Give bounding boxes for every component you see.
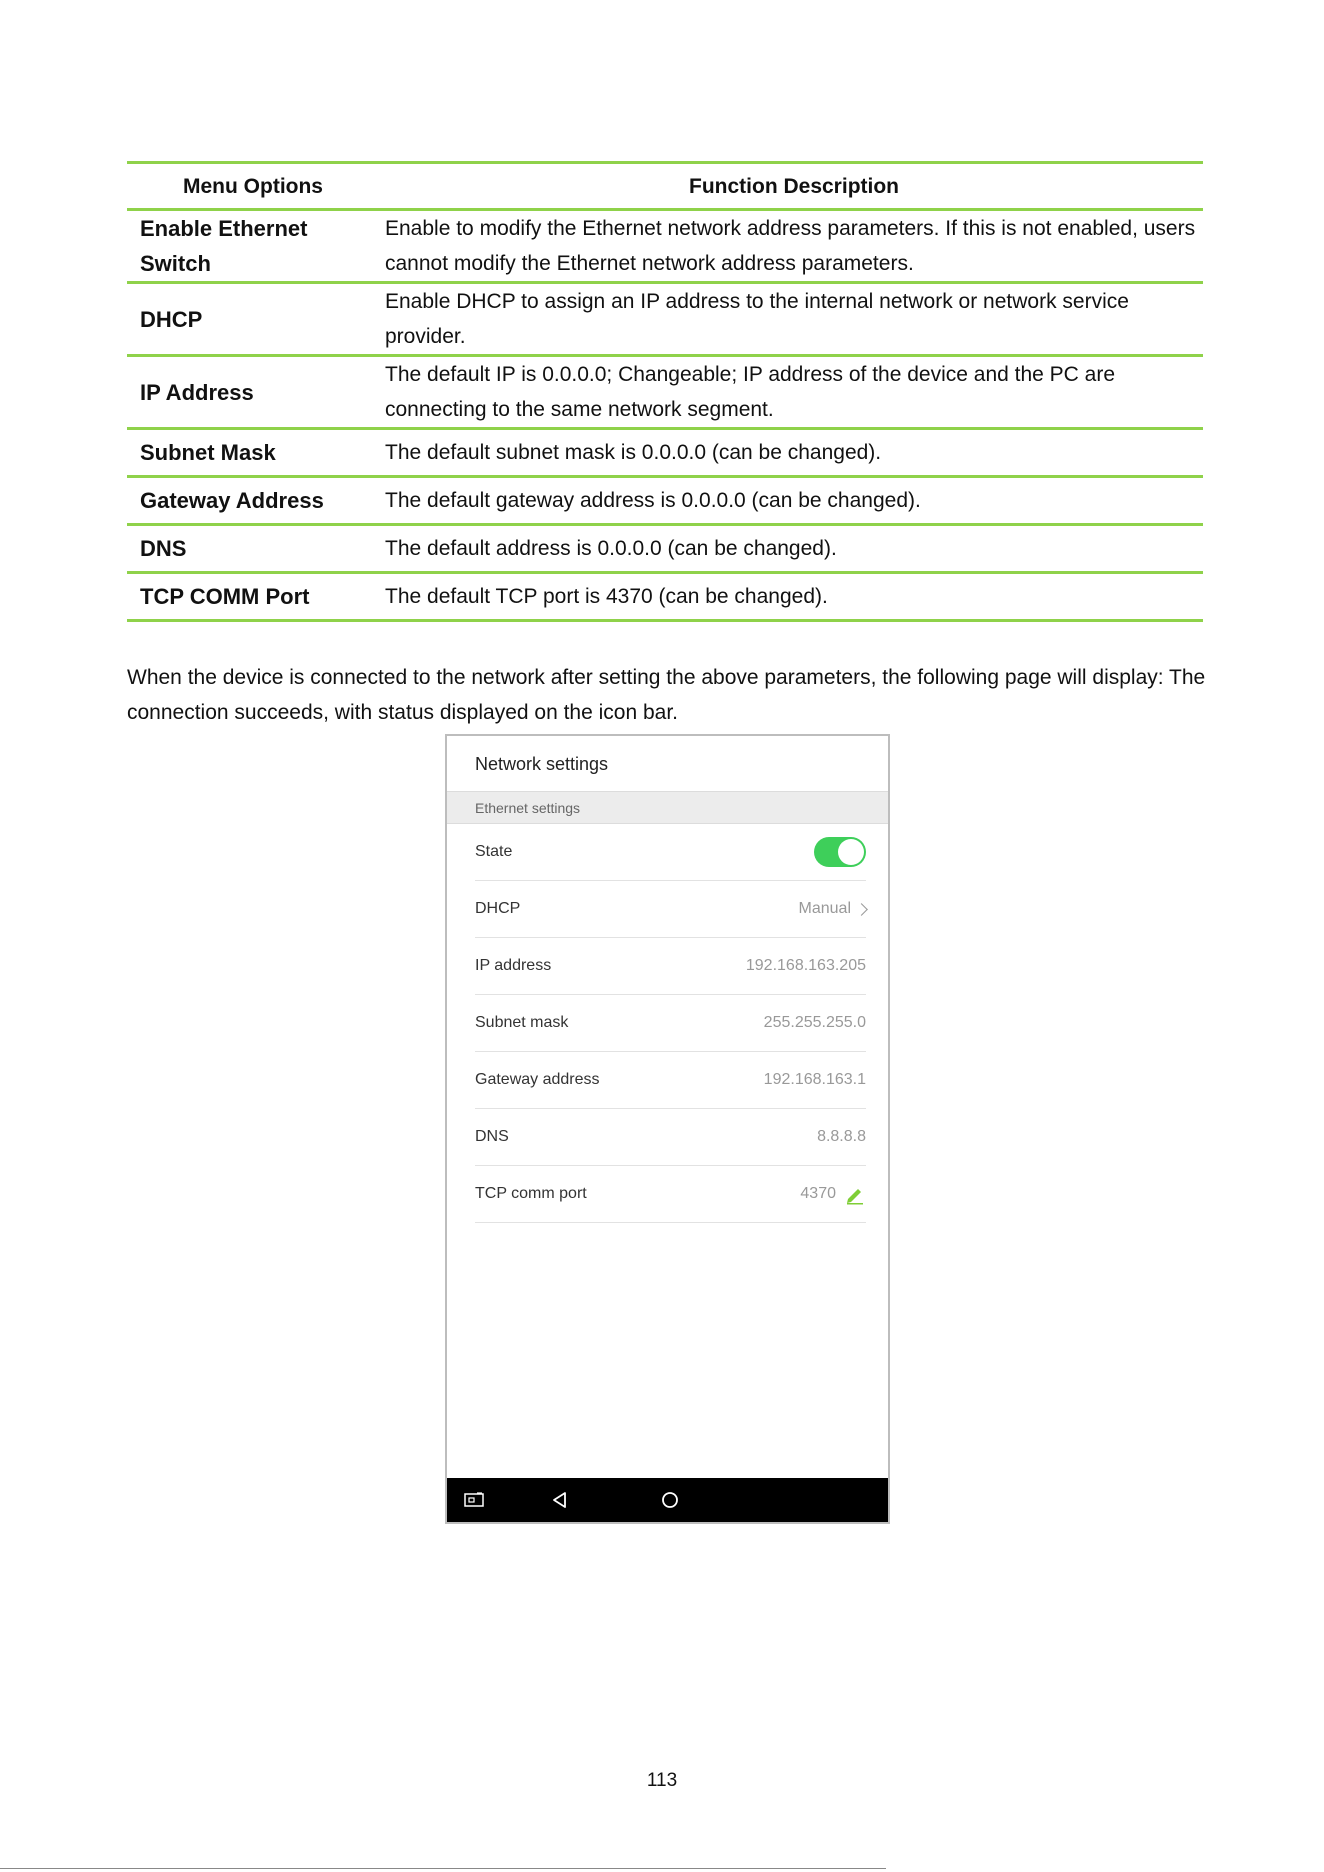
menu-options-table <box>127 161 1203 622</box>
setting-row-ip-address[interactable] <box>475 938 866 995</box>
chevron-right-icon <box>855 903 868 916</box>
screenshot-icon[interactable] <box>463 1490 485 1510</box>
setting-row-subnet-mask[interactable] <box>475 995 866 1052</box>
setting-row-gateway-address[interactable] <box>475 1052 866 1109</box>
table-row <box>127 284 1203 357</box>
setting-row-state[interactable] <box>475 824 866 881</box>
setting-label: IP address <box>475 957 552 974</box>
setting-row-tcp-comm-port[interactable] <box>475 1166 866 1223</box>
table-row <box>127 574 1203 622</box>
network-settings-screenshot <box>445 734 890 1524</box>
setting-value: 192.168.163.205 <box>745 957 866 974</box>
home-icon[interactable] <box>660 1490 680 1510</box>
table-row <box>127 430 1203 478</box>
setting-value: 4370 <box>800 1185 836 1202</box>
table-row <box>127 526 1203 574</box>
setting-value-wrap <box>800 1183 866 1205</box>
setting-label: Gateway address <box>475 1071 600 1088</box>
screen-title: Network settings <box>475 754 609 774</box>
setting-label: Subnet mask <box>475 1014 569 1031</box>
setting-label: State <box>475 843 513 860</box>
setting-value: 255.255.255.0 <box>763 1014 866 1031</box>
toggle-knob <box>838 839 864 865</box>
table-row <box>127 211 1203 284</box>
setting-row-dhcp[interactable] <box>475 881 866 938</box>
function-description: The default IP is 0.0.0.0; Changeable; IP address of the device and the PC are connecting to the same network segment. <box>385 363 1116 421</box>
function-description: Enable DHCP to assign an IP address to the internal network or network service provider. <box>385 290 1129 348</box>
body-paragraph: When the device is connected to the network after setting the above parameters, the following page will display: The connection succeeds, with status displayed on the icon bar. <box>127 666 1206 724</box>
back-icon[interactable] <box>550 1490 570 1510</box>
function-description: The default subnet mask is 0.0.0.0 (can be changed). <box>385 441 882 464</box>
menu-option: DNS <box>140 536 187 561</box>
table-header <box>127 161 1203 211</box>
function-description: The default TCP port is 4370 (can be changed). <box>385 585 828 608</box>
function-description: The default address is 0.0.0.0 (can be changed). <box>385 537 837 560</box>
header-menu-options: Menu Options <box>183 174 323 198</box>
table-row <box>127 357 1203 430</box>
menu-option: Enable Ethernet Switch <box>140 216 308 276</box>
section-header <box>447 791 888 824</box>
state-toggle[interactable] <box>814 837 866 867</box>
section-label: Ethernet settings <box>475 800 581 816</box>
pencil-icon[interactable] <box>844 1183 866 1205</box>
function-description: Enable to modify the Ethernet network address parameters. If this is not enabled, users cannot modify the Ethernet network address parameters. <box>385 217 1196 275</box>
android-nav-bar <box>447 1478 888 1522</box>
menu-option: DHCP <box>140 306 203 332</box>
setting-value: Manual <box>798 900 851 917</box>
settings-list <box>475 824 866 1223</box>
page-number: 113 <box>646 1770 678 1791</box>
header-function-description: Function Description <box>689 174 899 198</box>
setting-label: DHCP <box>475 900 521 917</box>
setting-label: TCP comm port <box>475 1185 587 1202</box>
table-row <box>127 478 1203 526</box>
setting-value: 8.8.8.8 <box>817 1128 866 1145</box>
setting-value-wrap <box>799 900 866 918</box>
function-description: The default gateway address is 0.0.0.0 (can be changed). <box>385 489 921 512</box>
menu-option: IP Address <box>140 379 254 405</box>
setting-value: 192.168.163.1 <box>763 1071 866 1088</box>
menu-option: Subnet Mask <box>140 440 276 465</box>
menu-option: TCP COMM Port <box>140 584 310 609</box>
setting-row-dns[interactable] <box>475 1109 866 1166</box>
setting-label: DNS <box>475 1128 509 1145</box>
footer-divider <box>0 1868 886 1869</box>
menu-option: Gateway Address <box>140 488 324 513</box>
